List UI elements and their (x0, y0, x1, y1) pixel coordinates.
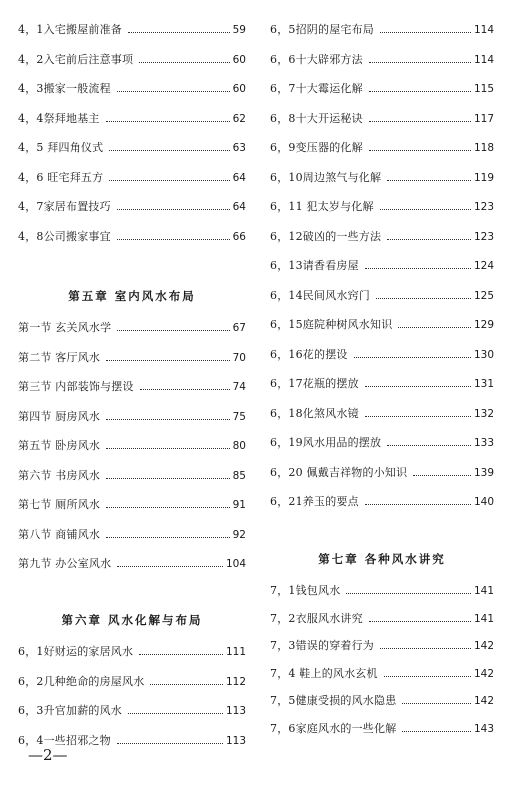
dot-leader (106, 448, 230, 449)
toc-entry-page: 119 (473, 171, 494, 184)
toc-entry[interactable] (270, 606, 494, 626)
toc-entry-label: 第二节 客厅风水 (18, 350, 101, 364)
toc-entry[interactable] (270, 194, 494, 214)
dot-leader (365, 268, 471, 269)
toc-entry[interactable] (270, 47, 494, 67)
dot-leader (106, 360, 230, 361)
toc-entry[interactable] (270, 371, 494, 391)
toc-entry-page: 67 (232, 322, 246, 334)
toc-entry-label: 6，19风水用品的摆放 (270, 436, 382, 449)
dot-leader (387, 445, 471, 446)
toc-entry-page: 113 (225, 705, 246, 717)
toc-entry-label: 6，18化煞风水镜 (270, 406, 359, 420)
toc-entry[interactable] (270, 17, 494, 37)
toc-entry-label: 6，14民间风水窍门 (270, 288, 370, 302)
toc-entry-page: 123 (473, 230, 494, 243)
toc-entry-page: 129 (473, 319, 494, 331)
dot-leader (387, 180, 471, 181)
dot-leader (369, 62, 471, 63)
toc-entry-label: 6，4一些招邪之物 (18, 733, 111, 747)
toc-entry-page: 111 (225, 646, 246, 658)
toc-entry-page: 114 (473, 53, 494, 66)
toc-entry[interactable] (18, 522, 246, 542)
dot-leader (369, 91, 471, 92)
toc-entry[interactable] (18, 433, 246, 453)
toc-entry-label: 7，5健康受损的风水隐患 (270, 694, 397, 707)
dot-leader (376, 298, 471, 299)
toc-entry-page: 63 (232, 142, 246, 154)
toc-entry[interactable] (270, 106, 494, 126)
toc-entry[interactable] (18, 728, 246, 748)
toc-entry[interactable] (270, 224, 494, 244)
toc-entry[interactable] (18, 345, 246, 365)
toc-entry-page: 142 (473, 695, 494, 707)
dot-leader (128, 713, 223, 714)
toc-entry-page: 75 (232, 410, 246, 423)
toc-entry[interactable] (270, 578, 494, 598)
dot-leader (402, 703, 471, 704)
toc-entry[interactable] (270, 430, 494, 450)
toc-entry-page: 92 (232, 528, 246, 541)
dot-leader (346, 593, 471, 594)
toc-entry-page: 118 (473, 142, 494, 154)
dot-leader (369, 121, 471, 122)
toc-entry-page: 141 (473, 585, 494, 597)
dot-leader (106, 419, 230, 420)
dot-leader (106, 507, 230, 508)
toc-entry-page: 112 (225, 675, 246, 688)
toc-entry-label: 第六节 书房风水 (18, 468, 101, 482)
dot-leader (380, 32, 471, 33)
toc-entry[interactable] (18, 76, 246, 96)
toc-entry-page: 143 (473, 722, 494, 735)
toc-entry[interactable] (18, 492, 246, 512)
dot-leader (117, 566, 223, 567)
toc-entry[interactable] (18, 17, 246, 37)
chapter-5-title: 第五章 室内风水布局 (68, 289, 196, 303)
toc-entry-page: 132 (473, 407, 494, 420)
toc-entry-page: 80 (232, 440, 246, 452)
toc-entry[interactable] (18, 315, 246, 335)
toc-entry-label: 第九节 办公室风水 (18, 557, 112, 570)
toc-entry-page: 64 (232, 201, 246, 213)
toc-entry[interactable] (270, 342, 494, 362)
toc-entry-label: 6，3升官加薪的风水 (18, 704, 122, 717)
dot-leader (369, 621, 471, 622)
toc-entry-page: 104 (225, 558, 246, 570)
toc-entry[interactable] (18, 463, 246, 483)
toc-entry[interactable] (18, 374, 246, 394)
toc-entry-label: 第八节 商铺风水 (18, 527, 101, 541)
toc-entry[interactable] (270, 633, 494, 653)
dot-leader (365, 504, 471, 505)
toc-entry[interactable] (270, 661, 494, 681)
dot-leader (369, 150, 471, 151)
toc-entry[interactable] (18, 106, 246, 126)
toc-entry[interactable] (270, 401, 494, 421)
chapter-7-title: 第七章 各种风水讲究 (318, 552, 446, 566)
toc-entry-page: 114 (473, 24, 494, 36)
dot-leader (365, 416, 471, 417)
toc-entry-page: 66 (232, 230, 246, 243)
toc-entry[interactable] (270, 253, 494, 273)
toc-entry-label: 6，20 佩戴吉祥物的小知识 (270, 465, 408, 479)
toc-entry-label: 7，2衣服风水讲究 (270, 611, 363, 625)
toc-entry-page: 124 (473, 260, 494, 272)
toc-entry-label: 6，5招阴的屋宅布局 (270, 23, 374, 36)
dot-leader (140, 389, 230, 390)
toc-entry-page: 131 (473, 378, 494, 390)
dot-leader (354, 357, 471, 358)
toc-entry-label: 第一节 玄关风水学 (18, 321, 112, 334)
toc-entry-page: 64 (232, 171, 246, 184)
toc-entry-label: 4，1入宅搬屋前准备 (18, 23, 122, 36)
toc-entry-label: 7，1钱包风水 (270, 584, 341, 597)
toc-entry-page: 133 (473, 437, 494, 449)
toc-entry-page: 117 (473, 112, 494, 125)
toc-entry-page: 142 (473, 640, 494, 652)
toc-entry-label: 6，8十大开运秘诀 (270, 111, 363, 125)
toc-entry-page: 139 (473, 466, 494, 479)
toc-entry-page: 115 (473, 83, 494, 95)
dot-leader (109, 180, 229, 181)
toc-entry-label: 6，12破凶的一些方法 (270, 229, 382, 243)
chapter-6-title: 第六章 风水化解与布局 (61, 613, 203, 627)
dot-leader (106, 478, 230, 479)
toc-entry-label: 4，2入宅前后注意事项 (18, 52, 134, 66)
toc-entry-page: 113 (225, 734, 246, 747)
toc-entry-label: 4，3搬家一般流程 (18, 82, 111, 95)
dot-leader (384, 676, 471, 677)
toc-entry-page: 141 (473, 612, 494, 625)
toc-entry-label: 6，15庭院种树风水知识 (270, 318, 393, 331)
dot-leader (117, 209, 230, 210)
toc-entry-label: 6，10周边煞气与化解 (270, 170, 382, 184)
dot-leader (387, 239, 471, 240)
toc-entry-page: 130 (473, 348, 494, 361)
toc-entry[interactable] (18, 224, 246, 244)
toc-entry-page: 125 (473, 289, 494, 302)
toc-entry-page: 123 (473, 201, 494, 213)
dot-leader (398, 327, 471, 328)
dot-leader (109, 150, 229, 151)
toc-entry[interactable] (18, 165, 246, 185)
toc-entry-label: 第五节 卧房风水 (18, 439, 101, 452)
dot-leader (117, 239, 230, 240)
toc-entry-label: 6，13请香看房屋 (270, 259, 359, 272)
toc-entry-label: 4，8公司搬家事宜 (18, 229, 111, 243)
toc-entry-page: 62 (232, 112, 246, 125)
toc-entry[interactable] (270, 460, 494, 480)
toc-entry-page: 91 (232, 499, 246, 511)
toc-entry[interactable] (18, 698, 246, 718)
toc-entry-label: 6，21养玉的要点 (270, 495, 359, 508)
dot-leader (380, 209, 471, 210)
dot-leader (402, 731, 471, 732)
toc-entry-label: 4，7家居布置技巧 (18, 200, 111, 213)
toc-entry-label: 7，6家庭风水的一些化解 (270, 721, 397, 735)
toc-entry[interactable] (270, 135, 494, 155)
dot-leader (106, 121, 230, 122)
toc-entry-label: 4，6 旺宅拜五方 (18, 170, 104, 184)
toc-entry-label: 4，5 拜四角仪式 (18, 141, 104, 154)
toc-entry-label: 第七节 厕所风水 (18, 498, 101, 511)
toc-entry[interactable] (18, 47, 246, 67)
dot-leader (413, 475, 471, 476)
toc-entry-label: 7，3错误的穿着行为 (270, 639, 374, 652)
toc-entry-label: 7，4 鞋上的风水玄机 (270, 666, 378, 680)
dot-leader (139, 62, 229, 63)
toc-entry-label: 4，4祭拜地基主 (18, 111, 100, 125)
toc-entry[interactable] (270, 283, 494, 303)
toc-entry[interactable] (18, 639, 246, 659)
toc-entry-page: 74 (232, 381, 246, 393)
toc-entry-page: 70 (232, 351, 246, 364)
dot-leader (380, 648, 471, 649)
toc-entry[interactable] (270, 489, 494, 509)
toc-entry[interactable] (270, 76, 494, 96)
dot-leader (117, 743, 223, 744)
dot-leader (365, 386, 471, 387)
toc-entry-label: 第三节 内部装饰与摆设 (18, 380, 134, 393)
toc-entry[interactable] (270, 312, 494, 332)
dot-leader (117, 91, 230, 92)
toc-entry-page: 60 (232, 53, 246, 66)
toc-entry-label: 6，11 犯太岁与化解 (270, 200, 374, 213)
toc-entry-page: 60 (232, 83, 246, 95)
toc-entry[interactable] (18, 551, 246, 571)
toc-entry-page: 142 (473, 667, 494, 680)
dot-leader (106, 537, 230, 538)
dot-leader (150, 684, 223, 685)
dot-leader (128, 32, 230, 33)
toc-entry[interactable] (270, 688, 494, 708)
toc-entry-label: 6，17花瓶的摆放 (270, 377, 359, 390)
toc-entry-label: 6，2几种绝命的房屋风水 (18, 674, 145, 688)
toc-entry[interactable] (270, 716, 494, 736)
toc-entry-label: 6，1好财运的家居风水 (18, 645, 134, 658)
toc-entry-page: 140 (473, 496, 494, 508)
toc-entry[interactable] (18, 404, 246, 424)
toc-entry[interactable] (18, 669, 246, 689)
toc-entry[interactable] (18, 194, 246, 214)
toc-entry-page: 85 (232, 469, 246, 482)
toc-entry-label: 6，7十大霉运化解 (270, 82, 363, 95)
toc-entry-label: 6，16花的摆设 (270, 347, 348, 361)
toc-entry[interactable] (270, 165, 494, 185)
dot-leader (117, 330, 229, 331)
toc-entry-label: 第四节 厨房风水 (18, 409, 101, 423)
page-number-footer: —2— (28, 746, 68, 764)
toc-entry[interactable] (18, 135, 246, 155)
toc-entry-page: 59 (232, 24, 246, 36)
toc-entry-label: 6，9变压器的化解 (270, 141, 363, 154)
toc-entry-label: 6，6十大辟邪方法 (270, 52, 363, 66)
dot-leader (139, 654, 223, 655)
